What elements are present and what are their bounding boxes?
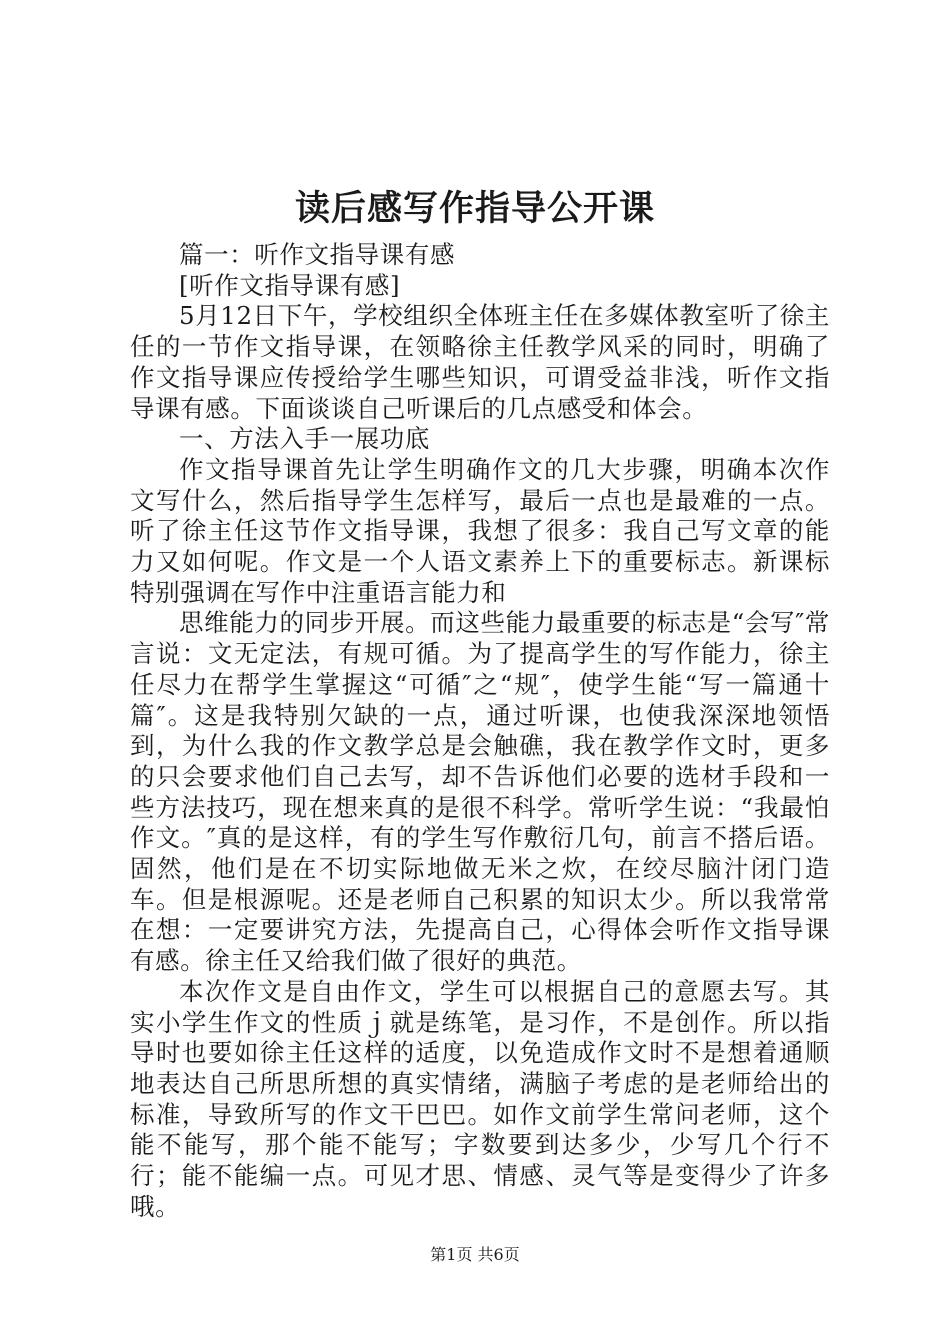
body-paragraph: 作文指导课首先让学生明确作文的几大步骤，明确本次作文写什么，然后指导学生怎样写，最后一点也是最难的一点。听了徐主任这节作文指导课，我想了很多：我自己写文章的能力又如何呢。作文是一个人语文素养上下的重要标志。新课标特别强调在写作中注重语言能力和	[130, 454, 830, 607]
section-heading: 篇一：听作文指导课有感	[179, 240, 456, 269]
body-paragraph: 思维能力的同步开展。而这些能力最重要的标志是“会写″常言说：文无定法，有规可循。为了提高学生的写作能力，徐主任尽力在帮学生掌握这“可循″之“规″，使学生能“写一篇通十篇″。这是我特别欠缺的一点，通过听课，也使我深深地领悟到，为什么我的作文教学总是会触礁，我在教学作文时，更多的只会要求他们自己去写，却不告诉他们必要的选材手段和一些方法技巧，现在想来真的是很不科学。常听学生说：“我最怕作文。″真的是这样，有的学生写作敷衍几句，前言不搭后语。固然，他们是在不切实际地做无米之炊，在绞尽脑汁闭门造车。但是根源呢。还是老师自己积累的知识太少。所以我常常在想：一定要讲究方法，先提高自己，心得体会听作文指导课有感。徐主任又给我们做了很好的典范。	[130, 608, 830, 976]
document-title: 读后感写作指导公开课	[294, 188, 655, 229]
body-paragraph: 本次作文是自由作文，学生可以根据自己的意愿去写。其实小学生作文的性质ｊ就是练笔，是习作，不是创作。所以指导时也要如徐主任这样的适度，以免造成作文时不是想着通顺地表达自己所思所想的真实情绪，满脑子考虑的是老师给出的标准，导致所写的作文干巴巴。如作文前学生常问老师，这个能不能写，那个能不能写；字数要到达多少，少写几个行不行；能不能编一点。可见才思、情感、灵气等是变得少了许多哦。	[130, 976, 830, 1221]
document-body	[130, 240, 830, 1223]
page-footer: 第1页 共6页	[430, 1245, 520, 1264]
subsection-heading: 一、方法入手一展功底	[179, 424, 430, 454]
article-subtitle: [听作文指导课有感]	[179, 270, 401, 300]
body-paragraph: 5月12日下午，学校组织全体班主任在多媒体教室听了徐主任的一节作文指导课，在领略徐主任教学风采的同时，明确了作文指导课应传授给学生哪些知识，可谓受益非浅，听作文指导课有感。下面谈谈自己听课后的几点感受和体会。	[130, 301, 830, 423]
